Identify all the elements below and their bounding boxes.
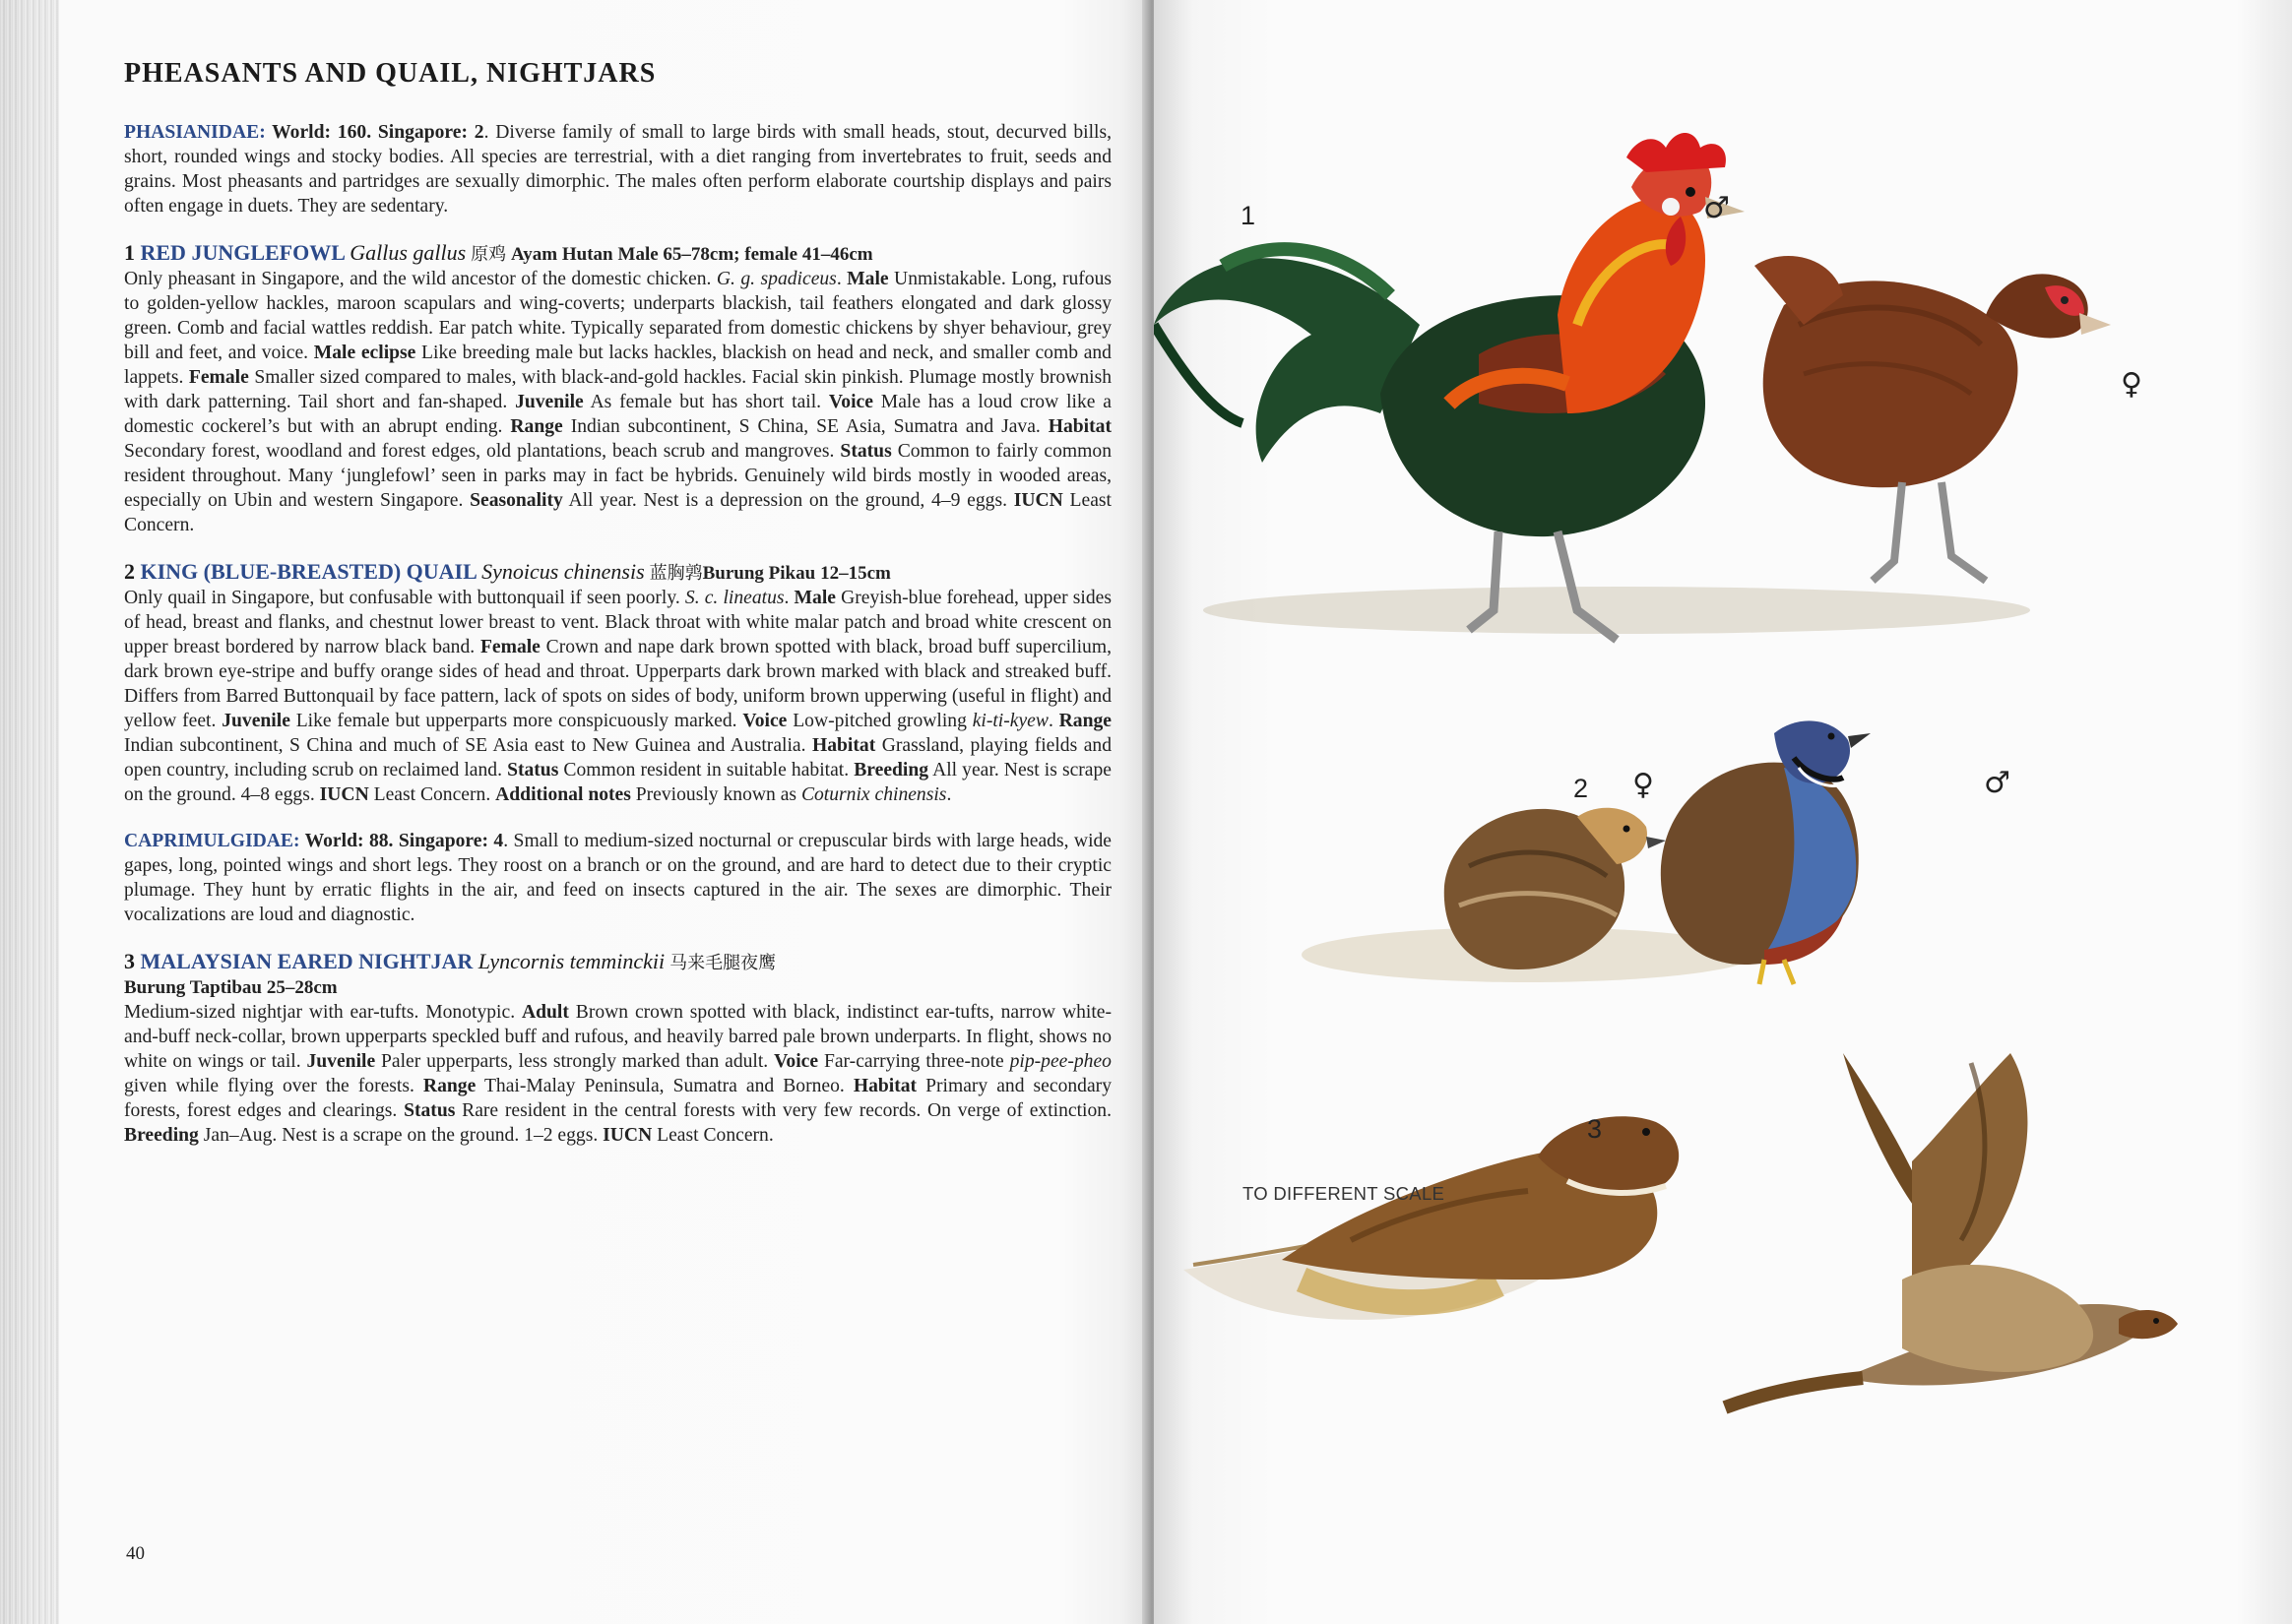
- female-symbol-1: ♀: [2121, 367, 2142, 402]
- plate-label-3: 3: [1587, 1114, 1603, 1144]
- family-text: . Diverse family of small to large birds with small heads, stout, decurved bills, short, rounded wings and stocky bodies. All species are terrestrial, with a diet ranging from invertebrates to fruit, seeds and grains. Most pheasants and partridges are sexually dimorphic. The males often perform elaborate courtship displays and pairs often engage in duets. They are sedentary.: [124, 122, 1112, 217]
- scale-note: TO DIFFERENT SCALE: [1242, 1183, 1445, 1204]
- page-edges: [0, 0, 59, 1624]
- species-name: RED JUNGLEFOWL: [140, 240, 345, 265]
- species-heading: 3 MALAYSIAN EARED NIGHTJAR Lyncornis temminckii: [124, 949, 666, 973]
- plate-illustrations: [1154, 0, 2292, 1624]
- page-number: 40: [126, 1543, 145, 1564]
- species-chinese: 原鸡: [471, 244, 507, 265]
- species-scientific: Synoicus chinensis: [481, 559, 645, 584]
- species-heading: 2 KING (BLUE-BREASTED) QUAIL Synoicus chinensis: [124, 559, 645, 584]
- family-phasianidae: PHASIANIDAE: World: 160. Singapore: 2. Diverse family of small to large birds with small heads, stout, decurved bills, short, rounded wings and stocky bodies. All species are terrestrial, with a diet ranging from invertebrates to fruit, seeds and grains. Most pheasants and partridges are sexually dimorphic. The males often perform elaborate courtship displays and pairs often engage in duets. They are sedentary.: [124, 122, 1112, 217]
- species-scientific: Gallus gallus: [350, 240, 467, 265]
- species-heading: 1 RED JUNGLEFOWL Gallus gallus: [124, 240, 467, 265]
- nightjar-perched-illustration: [1183, 1116, 1679, 1320]
- plate-label-2: 2: [1573, 774, 1589, 803]
- species-1: 1 RED JUNGLEFOWL Gallus gallus 原鸡 Ayam Hutan Male 65–78cm; female 41–46cm Only pheasant in Singapore, and the wild ancestor of the domestic chicken. G. g. spadiceus. Male Unmistakable. Long, rufous to golden-yellow hackles, maroon scapulars and wing-coverts; underparts blackish, tail feathers elongated and dark glossy green. Comb and facial wattles reddish. Ear patch white. Typically separated from domestic chickens by shyer behaviour, grey bill and feet, and voice. Male eclipse Like breeding male but lacks hackles, blackish on head and neck, and smaller comb and lappets. Female Smaller sized compared to males, with black-and-gold hackles. Facial skin pinkish. Plumage mostly brownish with dark patterning. Tail short and fan-shaped. Juvenile As female but has short tail. Voice Male has a loud crow like a domestic cockerel’s but with an abrupt ending. Range Indian subcontinent, S China, SE Asia, Sumatra and Java. Habitat Secondary forest, woodland and forest edges, old plantations, beach scrub and mangroves. Status Common to fairly common resident throughout. Many ‘junglefowl’ seen in parks may in fact be hybrids. Genuinely wild birds mostly in wooded areas, especially on Ubin and western Singapore. Seasonality All year. Nest is a depression on the ground, 4–9 eggs. IUCN Least Concern.: [124, 240, 1113, 535]
- family-caprimulgidae: CAPRIMULGIDAE: World: 88. Singapore: 4. Small to medium-sized nocturnal or crepuscular birds with large heads, wide gapes, long, pointed wings and short legs. They roost on a branch or on the ground, and are hard to detect due to their cryptic plumage. They hunt by erratic flights in the air, and feed on insects captured in the air. The sexes are dimorphic. Their vocalizations are loud and diagnostic.: [124, 831, 1113, 925]
- junglefowl-ground: [1203, 587, 2030, 634]
- species-chinese: 马来毛腿夜鹰: [669, 953, 777, 973]
- page-title: PHEASANTS AND QUAIL, NIGHTJARS: [124, 58, 657, 89]
- species-size: 12–15cm: [820, 563, 891, 584]
- species-local: Burung Pikau: [702, 563, 816, 584]
- species-3: 3 MALAYSIAN EARED NIGHTJAR Lyncornis temminckii 马来毛腿夜鹰 Burung Taptibau 25–28cm Medium-sized nightjar with ear-tufts. Monotypic. Adult Brown crown spotted with black, indistinct ear-tufts, narrow white-and-buff neck-collar, brown upperparts speckled buff and rufous, and heavily barred pale brown underparts. In flight, shows no white on wings or tail. Juvenile Paler upperparts, less strongly marked than adult. Voice Far-carrying three-note pip-pee-pheo given while flying over the forests. Range Thai-Malay Peninsula, Sumatra and Borneo. Habitat Primary and secondary forests, forest edges and clearings. Status Rare resident in the central forests with very few records. On verge of extinction. Breeding Jan–Aug. Nest is a scrape on the ground. 1–2 eggs. IUCN Least Concern.: [124, 949, 1113, 1146]
- family-stats: World: 88. Singapore: 4: [304, 831, 504, 851]
- family-text: . Small to medium-sized nocturnal or crepuscular birds with large heads, wide gapes, long, pointed wings and short legs. They roost on a branch or on the ground, and are hard to detect due to their cryptic plumage. They hunt by erratic flights in the air, and feed on insects captured in the air. The sexes are dimorphic. Their vocalizations are loud and diagnostic.: [124, 831, 1113, 925]
- family-name: PHASIANIDAE: [124, 122, 260, 143]
- family-name: CAPRIMULGIDAE: [124, 831, 293, 851]
- plate-label-1: 1: [1241, 201, 1256, 230]
- quail-male-illustration: [1661, 720, 1871, 984]
- nightjar-flight-illustration: [1725, 1053, 2178, 1407]
- species-name: KING (BLUE-BREASTED) QUAIL: [140, 559, 477, 584]
- species-local: Burung Taptibau: [124, 977, 262, 998]
- male-symbol-1: ♂: [1703, 191, 1730, 225]
- species-name: MALAYSIAN EARED NIGHTJAR: [140, 949, 474, 973]
- junglefowl-female-illustration: [1754, 256, 2111, 581]
- species-local: Ayam Hutan: [510, 244, 613, 265]
- female-symbol-2: ♀: [1632, 768, 1654, 802]
- species-2: 2 KING (BLUE-BREASTED) QUAIL Synoicus chinensis 蓝胸鹑Burung Pikau 12–15cm Only quail in Singapore, but confusable with buttonquail if seen poorly. S. c. lineatus. Male Greyish-blue forehead, upper sides of head, breast and flanks, and chestnut lower breast to vent. Black throat with white malar patch and broad white crescent on upper breast bordered by narrow black band. Female Crown and nape dark brown spotted with black, broad buff supercilium, dark brown eye-stripe and buffy orange sides of head and throat. Upperparts dark brown marked with black and streaked buff. Differs from Barred Buttonquail by face pattern, lack of spots on sides of body, uniform brown upperwing (useful in flight) and yellow feet. Juvenile Like female but upperparts more conspicuously marked. Voice Low-pitched growling ki-ti-kyew. Range Indian subcontinent, S China and much of SE Asia east to New Guinea and Australia. Habitat Grassland, playing fields and open country, including scrub on reclaimed land. Status Common resident in suitable habitat. Breeding All year. Nest is scrape on the ground. 4–8 eggs. IUCN Least Concern. Additional notes Previously known as Coturnix chinensis.: [124, 559, 1112, 805]
- species-scientific: Lyncornis temminckii: [478, 949, 666, 973]
- male-symbol-2: ♂: [1984, 766, 2010, 800]
- text-column: [124, 57, 1112, 1169]
- family-stats: World: 160. Singapore: 2: [272, 122, 484, 143]
- species-size: Male 65–78cm; female 41–46cm: [617, 244, 873, 265]
- species-chinese: 蓝胸鹑: [649, 563, 703, 584]
- species-size: 25–28cm: [266, 977, 338, 998]
